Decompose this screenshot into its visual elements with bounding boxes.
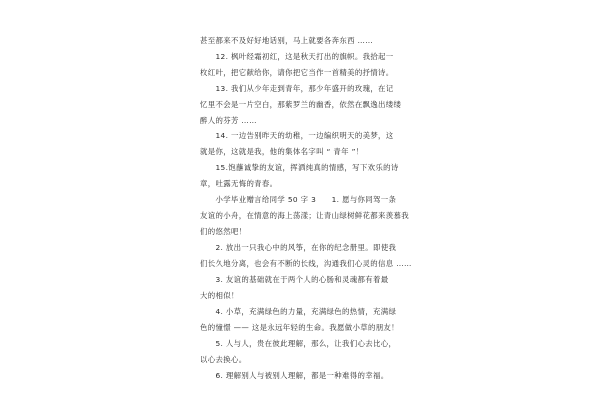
text-line: 4. 小草，充满绿色的力量，充满绿色的热情，充满绿 bbox=[200, 307, 397, 316]
text-line: 14. 一边告别昨天的幼稚，一边编织明天的美梦，这 bbox=[200, 131, 394, 140]
text-line: 13. 我们从少年走到青年，那少年盛开的玫瑰，在记 bbox=[200, 84, 394, 93]
text-line: 6. 理解别人与被别人理解，都是一种难得的幸福。 bbox=[200, 371, 389, 380]
text-line: 枚红叶，把它献给你，请你把它当作一首精美的抒情诗。 bbox=[200, 68, 394, 77]
text-line: 就是你，这就是我，他的集体名字叫 “ 青年 ”！ bbox=[200, 147, 364, 156]
text-line: 12. 枫叶经霜初红，这是秋天打出的旗帜。我拾起一 bbox=[200, 52, 394, 61]
text-line: 甚至都来不及好好地话别，马上就要各奔东西 …… bbox=[200, 36, 373, 45]
text-line: 们的悠然吧！ bbox=[200, 227, 247, 236]
text-line: 15.饱蘸诚挚的友谊，挥洒纯真的情感，写下欢乐的诗 bbox=[200, 163, 399, 172]
text-line: 小学毕业赠言给同学 50 字 3 1. 愿与你同驾一条 bbox=[200, 195, 397, 204]
text-line: 以心去换心。 bbox=[200, 355, 247, 364]
text-line: 们长久地分离，也会有不断的长线，沟通我们心灵的信息 …… bbox=[200, 259, 412, 268]
text-line: 忆里不会是一片空白，那紫罗兰的幽香，依然在飘逸出缕缕 bbox=[200, 100, 402, 109]
text-line: 3. 友谊的基础就在于两个人的心肠和灵魂都有着最 bbox=[200, 275, 389, 284]
text-line: 醉人的芬芳 …… bbox=[200, 116, 257, 125]
text-line: 大的相似！ bbox=[200, 291, 239, 300]
text-line: 章，吐露无悔的青春。 bbox=[200, 179, 278, 188]
text-line: 2. 放出一只我心中的风筝，在你的纪念册里。即使我 bbox=[200, 243, 397, 252]
text-line: 友谊的小舟，在情意的海上荡漾；让青山绿树鲜花都来羡慕我 bbox=[200, 211, 409, 220]
text-line: 5. 人与人，贵在彼此理解，那么，让我们心去比心， bbox=[200, 339, 397, 348]
text-line: 色的憧憬 —— 这是永远年轻的生命。我愿做小草的朋友！ bbox=[200, 323, 399, 332]
